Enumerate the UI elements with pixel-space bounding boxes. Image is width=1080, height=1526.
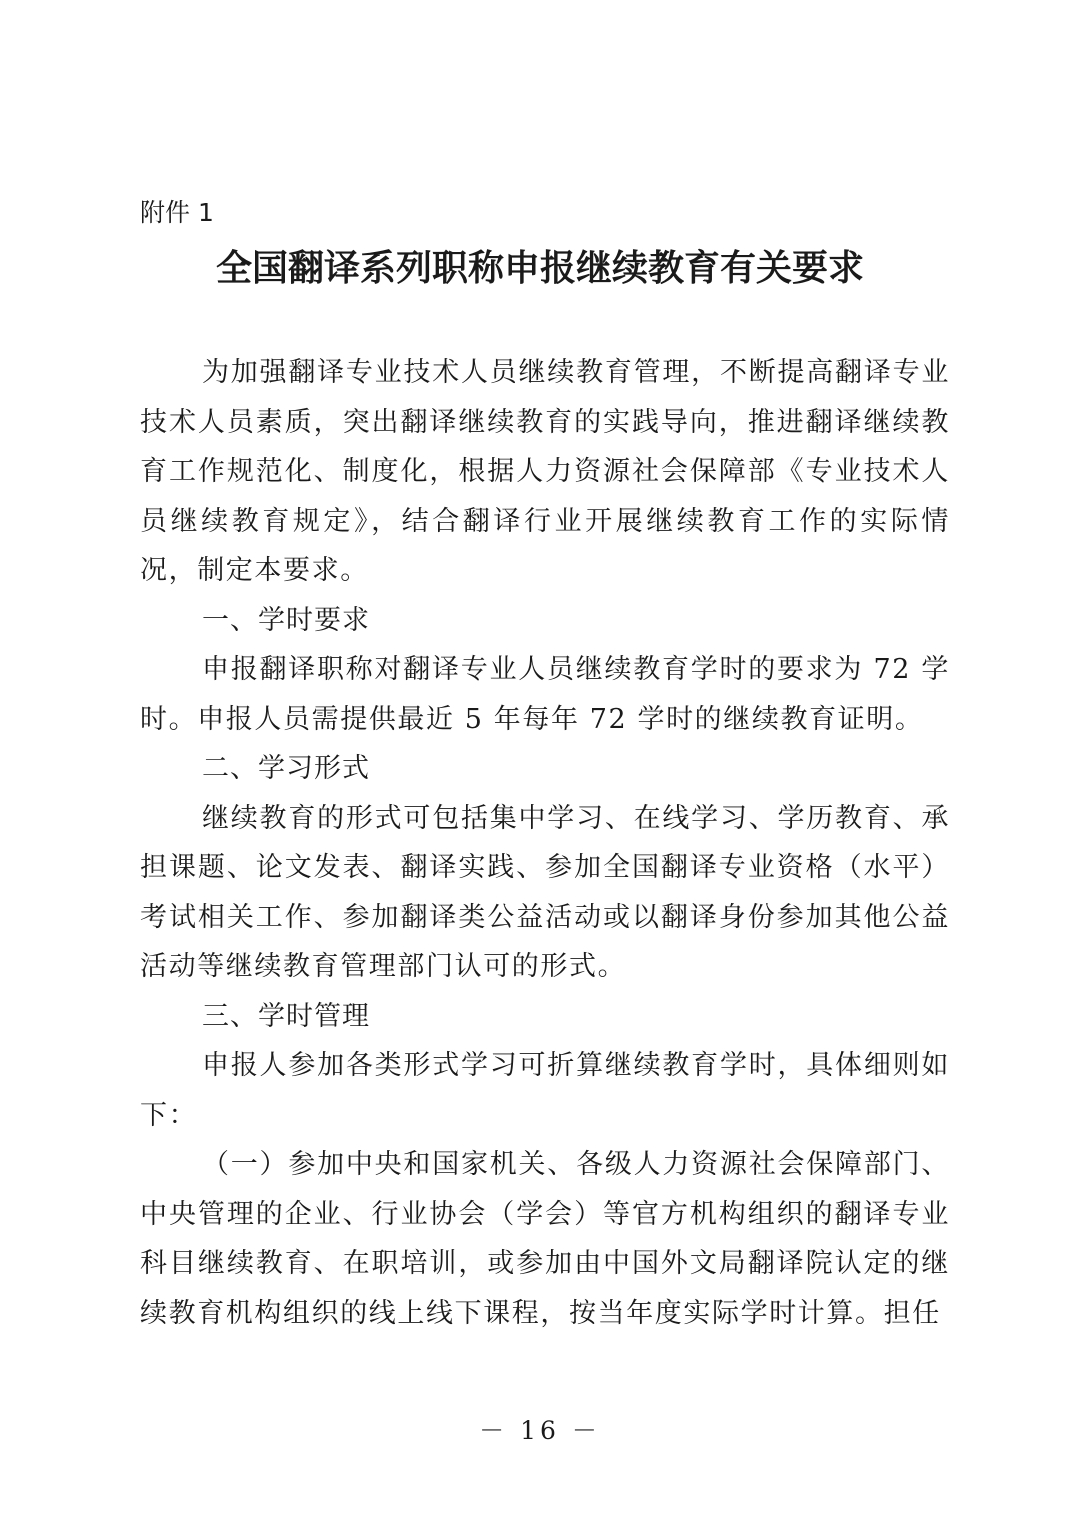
section-paragraph: 申报翻译职称对翻译专业人员继续教育学时的要求为 72 学时。申报人员需提供最近 5 年每年 72 学时的继续教育证明。 bbox=[140, 654, 950, 735]
document-title: 全国翻译系列职称申报继续教育有关要求 bbox=[215, 248, 864, 289]
attachment-label: 附件 1 bbox=[140, 198, 214, 227]
section-heading-hours-management: 三、学时管理 bbox=[202, 1000, 370, 1032]
section-heading-hours-requirement: 一、学时要求 bbox=[202, 604, 370, 636]
section-paragraph: 申报人参加各类形式学习可折算继续教育学时，具体细则如下： bbox=[140, 1050, 950, 1131]
section-paragraph: 继续教育的形式可包括集中学习、在线学习、学历教育、承担课题、论文发表、翻译实践、参加全国翻译专业资格（水平）考试相关工作、参加翻译类公益活动或以翻译身份参加其他公益活动等继续教育管理部门认可的形式。 bbox=[140, 802, 950, 982]
document-body bbox=[140, 348, 950, 1338]
section-heading-learning-forms: 二、学习形式 bbox=[202, 753, 370, 784]
intro-paragraph: 为加强翻译专业技术人员继续教育管理，不断提高翻译专业技术人员素质，突出翻译继续教育的实践导向，推进翻译继续教育工作规范化、制度化，根据人力资源社会保障部《专业技术人员继续教育规定》，结合翻译行业开展继续教育工作的实际情况，制定本要求。 bbox=[140, 357, 950, 586]
section-paragraph: （一）参加中央和国家机关、各级人力资源社会保障部门、中央管理的企业、行业协会（学会）等官方机构组织的翻译专业科目继续教育、在职培训，或参加由中国外文局翻译院认定的继续教育机构组织的线上线下课程，按当年度实际学时计算。担任 bbox=[140, 1149, 950, 1329]
page-number: － 16 － bbox=[479, 1416, 601, 1445]
